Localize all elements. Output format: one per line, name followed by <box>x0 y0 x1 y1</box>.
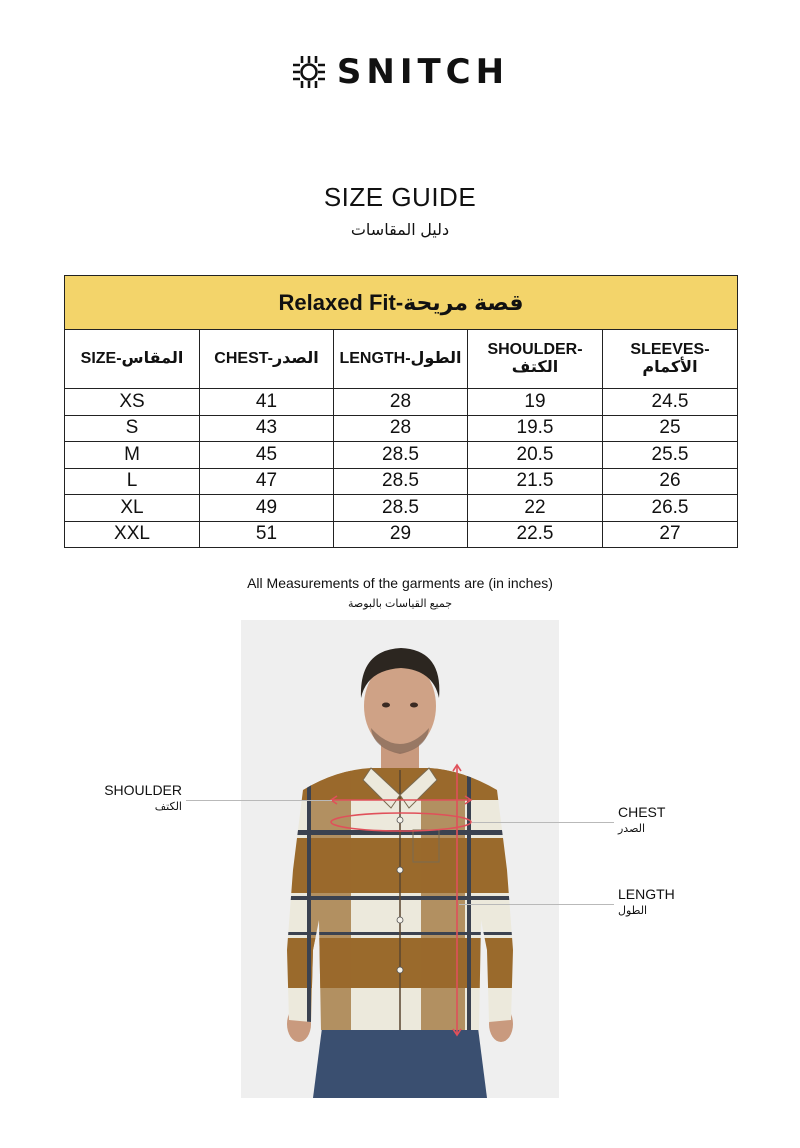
column-header-chest: CHEST-الصدر <box>200 330 334 389</box>
chest-label <box>618 804 738 838</box>
length-cell: 28.5 <box>334 495 468 522</box>
shoulder-cell: 19 <box>468 389 603 416</box>
length-cell: 28 <box>334 389 468 416</box>
shoulder-cell: 21.5 <box>468 468 603 495</box>
model-photo <box>241 620 559 1098</box>
sleeves-cell: 27 <box>603 521 738 548</box>
page-title: SIZE GUIDE <box>323 182 477 212</box>
size-cell: S <box>65 415 200 442</box>
shoulder-label <box>60 782 182 816</box>
shoulder-guide-line <box>186 800 332 801</box>
size-cell: XXL <box>65 521 200 548</box>
brand-logo <box>0 50 800 94</box>
model-illustration <box>241 620 559 1098</box>
sleeves-cell: 26.5 <box>603 495 738 522</box>
table-row <box>65 389 738 416</box>
column-header-size: SIZE-المقاس <box>65 330 200 389</box>
chest-cell: 43 <box>200 415 334 442</box>
column-header-shoulder: SHOULDER- الكتف <box>468 330 603 389</box>
shoulder-label-en: SHOULDER <box>104 782 182 798</box>
chest-cell: 45 <box>200 442 334 469</box>
size-cell: XL <box>65 495 200 522</box>
length-guide-line <box>459 904 614 905</box>
brand-name: SNITCH <box>336 52 510 92</box>
length-label-en: LENGTH <box>618 886 675 902</box>
length-cell: 28 <box>334 415 468 442</box>
shoulder-cell: 19.5 <box>468 415 603 442</box>
table-row <box>65 415 738 442</box>
chest-cell: 49 <box>200 495 334 522</box>
size-cell: M <box>65 442 200 469</box>
column-header-row <box>65 330 738 389</box>
chest-cell: 47 <box>200 468 334 495</box>
fit-label: Relaxed Fit-قصة مريحة <box>65 276 738 330</box>
size-chart-table <box>64 275 738 548</box>
shoulder-cell: 22.5 <box>468 521 603 548</box>
sleeves-cell: 26 <box>603 468 738 495</box>
length-cell: 28.5 <box>334 442 468 469</box>
table-row <box>65 442 738 469</box>
length-cell: 29 <box>334 521 468 548</box>
length-label-ar: الطول <box>618 905 648 917</box>
chest-label-en: CHEST <box>618 804 666 820</box>
table-row <box>65 521 738 548</box>
page-title-arabic: دليل المقاسات <box>350 222 450 239</box>
size-cell: L <box>65 468 200 495</box>
shoulder-cell: 22 <box>468 495 603 522</box>
shoulder-label-ar: الكتف <box>154 801 182 813</box>
table-row <box>65 495 738 522</box>
measurement-note-arabic: جميع القياسات بالبوصة <box>347 598 453 610</box>
chest-guide-line <box>472 822 614 823</box>
brand-mark-icon <box>291 54 327 90</box>
shoulder-cell: 20.5 <box>468 442 603 469</box>
table-row <box>65 468 738 495</box>
length-cell: 28.5 <box>334 468 468 495</box>
measurement-note: All Measurements of the garments are (in inches) <box>247 575 553 591</box>
sleeves-cell: 25.5 <box>603 442 738 469</box>
fit-header-row <box>65 276 738 330</box>
sleeves-cell: 24.5 <box>603 389 738 416</box>
chest-cell: 51 <box>200 521 334 548</box>
column-header-sleeves: SLEEVES- الأكمام <box>603 330 738 389</box>
chest-label-ar: الصدر <box>618 823 646 835</box>
column-header-length: LENGTH-الطول <box>334 330 468 389</box>
chest-cell: 41 <box>200 389 334 416</box>
size-cell: XS <box>65 389 200 416</box>
sleeves-cell: 25 <box>603 415 738 442</box>
length-label <box>618 886 738 920</box>
